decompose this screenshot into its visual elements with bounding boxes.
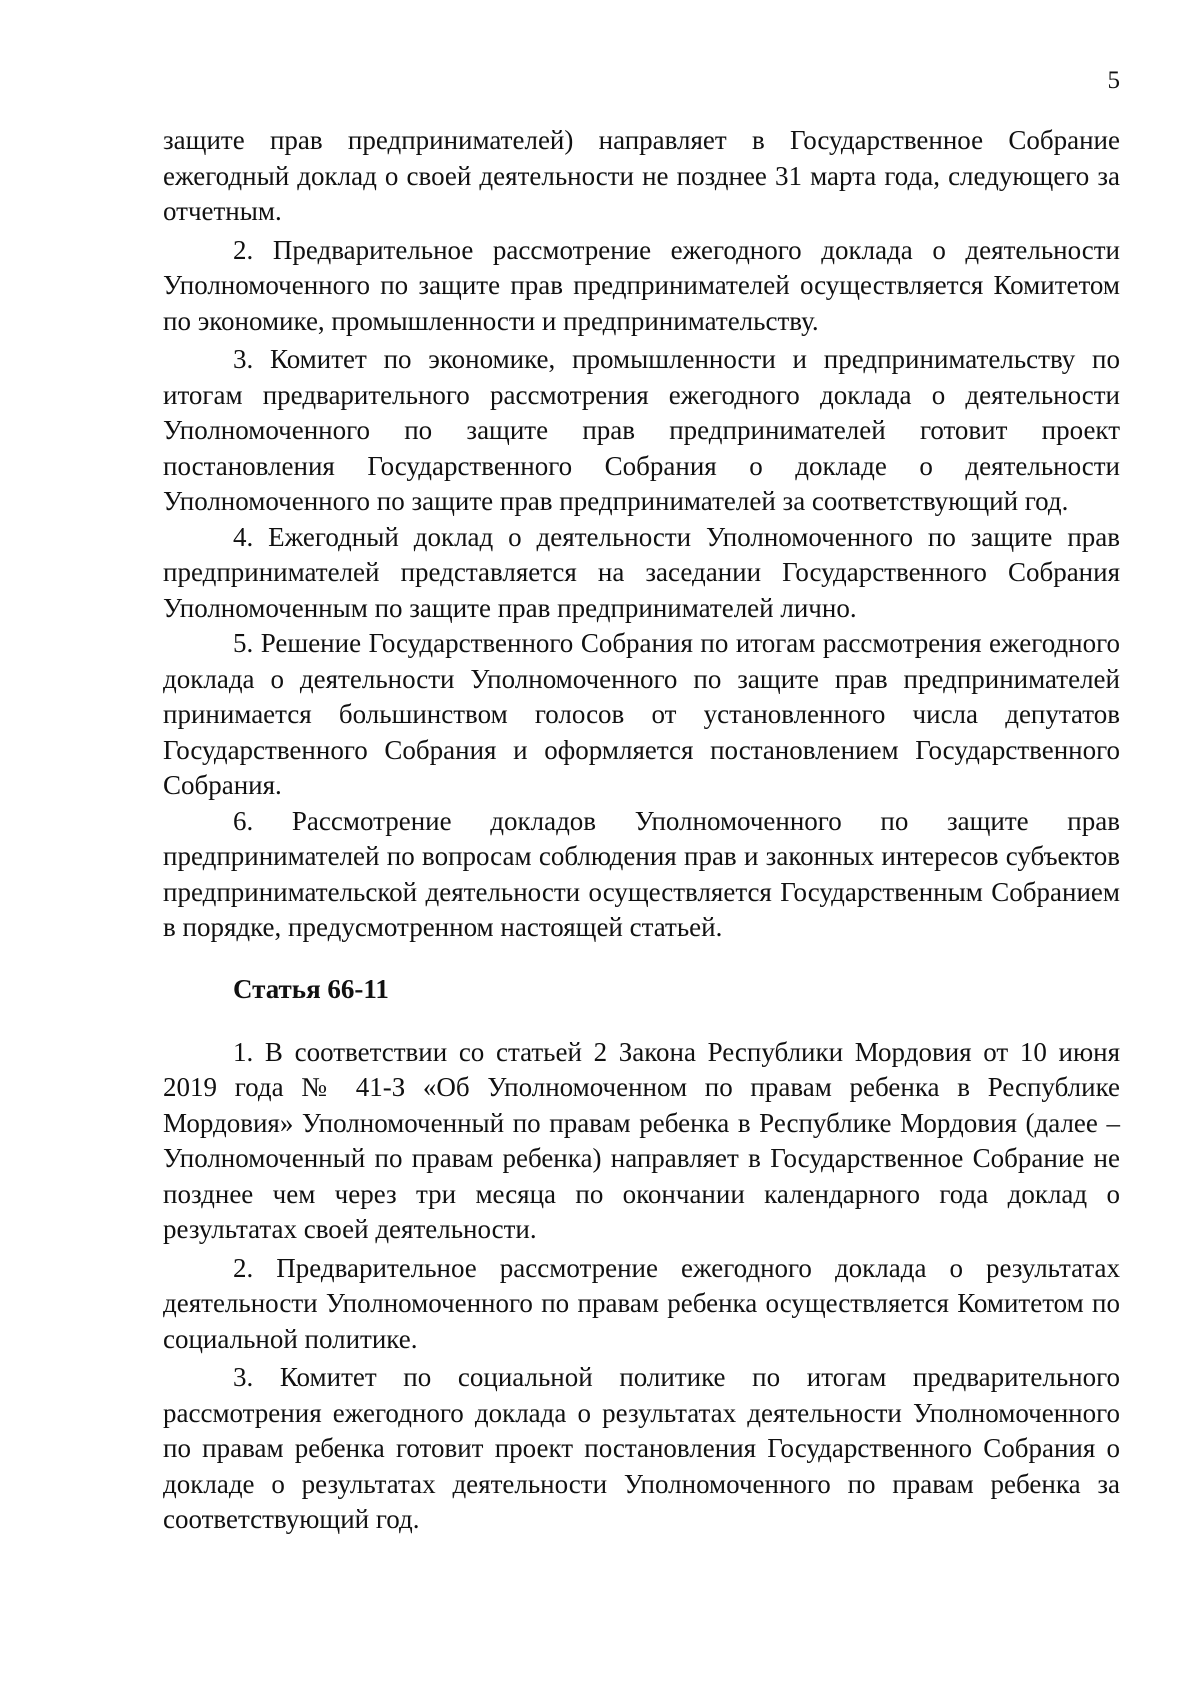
article-heading: Статья 66-11 <box>233 973 389 1004</box>
article-paragraph-2: 2. Предварительное рассмотрение ежегодного доклада о результатах деятельности Уполномоченного по правам ребенка осуществляется Комитетом по социальной политике. <box>163 1252 1120 1354</box>
article-paragraph-3: 3. Комитет по социальной политике по итогам предварительного рассмотрения ежегодного доклада о результатах деятельности Уполномоченного по правам ребенка готовит проект постановления Государственного Собрания о докладе о результатах деятельности Уполномоченного по правам ребенка за соответствующий год. <box>163 1362 1120 1534</box>
article-paragraph-1: 1. В соответствии со статьей 2 Закона Республики Мордовия от 10 июня 2019 года № 41-З «Об Уполномоченном по правам ребенка в Республике Мордовия» Уполномоченный по правам ребенка в Республике Мордовия (далее – Уполномоченный по правам ребенка) направляет в Государственное Собрание не позднее чем через три месяца по окончании календарного года доклад о результатах своей деятельности. <box>163 1036 1120 1244</box>
paragraph-item-3: 3. Комитет по экономике, промышленности и предпринимательству по итогам предварительного рассмотрения ежегодного доклада о деятельности Уполномоченного по защите прав предпринимателей готовит проект постановления Государственного Собрания о докладе о деятельности Уполномоченного по защите прав предпринимателей за соответствующий год. <box>163 344 1120 516</box>
page-number: 5 <box>1107 67 1120 94</box>
paragraph-item-5: 5. Решение Государственного Собрания по итогам рассмотрения ежегодного доклада о деятельности Уполномоченного по защите прав предпринимателей принимается большинством голосов от установленного числа депутатов Государственного Собрания и оформляется постановлением Государственного Собрания. <box>163 628 1120 800</box>
paragraph-item-4: 4. Ежегодный доклад о деятельности Уполномоченного по защите прав предпринимателей представляется на заседании Государственного Собрания Уполномоченным по защите прав предпринимателей лично. <box>163 521 1120 623</box>
document-body <box>163 123 1120 1538</box>
paragraph-item-2: 2. Предварительное рассмотрение ежегодного доклада о деятельности Уполномоченного по защите прав предпринимателей осуществляется Комитетом по экономике, промышленности и предпринимательству. <box>163 234 1120 336</box>
paragraph-item-6: 6. Рассмотрение докладов Уполномоченного по защите прав предпринимателей по вопросам соблюдения прав и законных интересов субъектов предпринимательской деятельности осуществляется Государственным Собранием в порядке, предусмотренном настоящей статьей. <box>163 805 1120 942</box>
paragraph-continuation: защите прав предпринимателей) направляет в Государственное Собрание ежегодный доклад о своей деятельности не позднее 31 марта года, следующего за отчетным. <box>163 125 1120 226</box>
